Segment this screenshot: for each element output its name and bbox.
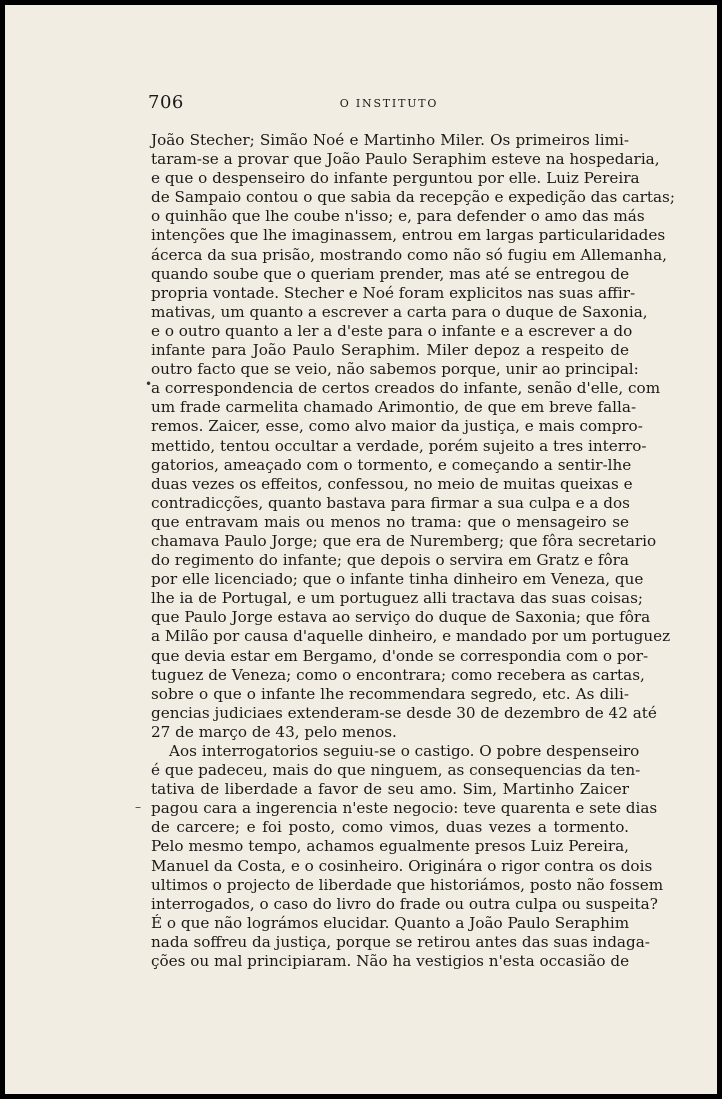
text-line: 27 de março de 43, pelo menos. bbox=[151, 722, 397, 741]
text-line: que Paulo Jorge estava ao serviço do duque de Saxonia; que fôra bbox=[151, 608, 651, 627]
text-line: taram-se a provar que João Paulo Seraphim esteve na hospedaria, bbox=[151, 150, 660, 169]
text-line: de Sampaio contou o que sabia da recepção e expedição das cartas; bbox=[151, 188, 675, 207]
text-line: outro facto que se veio, não sabemos porque, unir ao principal: bbox=[151, 360, 639, 379]
book-page bbox=[5, 5, 717, 1094]
page-header bbox=[148, 92, 630, 116]
margin-mark: • bbox=[145, 377, 153, 391]
text-line: remos. Zaicer, esse, como alvo maior da justiça, e mais compro- bbox=[151, 417, 643, 436]
text-line: chamava Paulo Jorge; que era de Nuremberg; que fôra secretario bbox=[151, 531, 657, 550]
text-line: quando soube que o queriam prender, mas até se entregou de bbox=[151, 264, 630, 283]
text-line: nada soffreu da justiça, porque se retirou antes das suas indaga- bbox=[151, 932, 650, 951]
text-line: a Milão por causa d'aquelle dinheiro, e mandado por um portuguez bbox=[151, 627, 671, 646]
text-line: infante para João Paulo Seraphim. Miler depoz a respeito de bbox=[151, 341, 629, 360]
margin-mark: – bbox=[135, 800, 141, 814]
paragraph bbox=[151, 742, 664, 971]
text-line: É o que não lográmos elucidar. Quanto a João Paulo Seraphim bbox=[151, 913, 630, 932]
text-line: por elle licenciado; que o infante tinha dinheiro em Veneza, que bbox=[151, 570, 644, 589]
text-line: um frade carmelita chamado Arimontio, de que em breve falla- bbox=[151, 398, 637, 417]
text-line: é que padeceu, mais do que ninguem, as consequencias da ten- bbox=[151, 761, 641, 780]
text-line: ultimos o projecto de liberdade que historiámos, posto não fossem bbox=[151, 875, 664, 894]
text-line: tuguez de Veneza; como o encontrara; como recebera as cartas, bbox=[151, 665, 645, 684]
text-line: lhe ia de Portugal, e um portuguez alli tractava das suas coisas; bbox=[151, 589, 643, 608]
text-line: João Stecher; Simão Noé e Martinho Miler. Os primeiros limi- bbox=[151, 131, 629, 149]
text-line: e o outro quanto a ler a d'este para o infante e a escrever a do bbox=[151, 321, 633, 340]
text-line: do regimento do infante; que depois o servira em Gratz e fôra bbox=[151, 551, 629, 570]
text-line: e que o despenseiro do infante perguntou por elle. Luiz Pereira bbox=[151, 169, 640, 188]
text-line: gatorios, ameaçado com o tormento, e começando a sentir-lhe bbox=[151, 455, 632, 474]
text-line: Manuel da Costa, e o cosinheiro. Originára o rigor contra os dois bbox=[151, 856, 653, 875]
text-line: sobre o que o infante lhe recommendara segredo, etc. As dili- bbox=[151, 684, 629, 703]
text-line: que entravam mais ou menos no trama: que o mensageiro se bbox=[151, 512, 629, 531]
text-line: Aos interrogatorios seguiu-se o castigo. O pobre despenseiro bbox=[169, 742, 640, 760]
text-line: que devia estar em Bergamo, d'onde se correspondia com o por- bbox=[151, 646, 649, 665]
text-line: interrogados, o caso do livro do frade ou outra culpa ou suspeita? bbox=[151, 894, 658, 913]
body-text bbox=[151, 131, 675, 971]
running-title: O INSTITUTO bbox=[339, 97, 439, 110]
text-line: o quinhão que lhe coube n'isso; e, para defender o amo das más bbox=[151, 207, 645, 226]
text-line: pagou cara a ingerencia n'este negocio: teve quarenta e sete dias bbox=[151, 799, 658, 818]
text-line: mativas, um quanto a escrever a carta para o duque de Saxonia, bbox=[151, 302, 648, 321]
page-number: 706 bbox=[148, 92, 184, 113]
text-line: a correspondencia de certos creados do infante, senão d'elle, com bbox=[151, 379, 661, 398]
paragraph bbox=[151, 131, 675, 742]
text-line: tativa de liberdade a favor de seu amo. Sim, Martinho Zaicer bbox=[151, 780, 629, 799]
text-line: ácerca da sua prisão, mostrando como não só fugiu em Allemanha, bbox=[151, 245, 667, 264]
text-line: duas vezes os effeitos, confessou, no meio de muitas queixas e bbox=[151, 474, 633, 493]
text-line: gencias judiciaes extenderam-se desde 30 de dezembro de 42 até bbox=[151, 703, 657, 722]
text-line: Pelo mesmo tempo, achamos egualmente presos Luiz Pereira, bbox=[151, 837, 629, 856]
text-line: propria vontade. Stecher e Noé foram explicitos nas suas affir- bbox=[151, 283, 636, 302]
text-line: contradicções, quanto bastava para firmar a sua culpa e a dos bbox=[151, 493, 630, 512]
text-line: intenções que lhe imaginassem, entrou em largas particularidades bbox=[151, 226, 666, 245]
text-line: ções ou mal principiaram. Não ha vestigios n'esta occasião de bbox=[151, 952, 630, 971]
text-line: de carcere; e foi posto, como vimos, duas vezes a tormento. bbox=[151, 818, 629, 837]
text-line: mettido, tentou occultar a verdade, porém sujeito a tres interro- bbox=[151, 436, 647, 455]
